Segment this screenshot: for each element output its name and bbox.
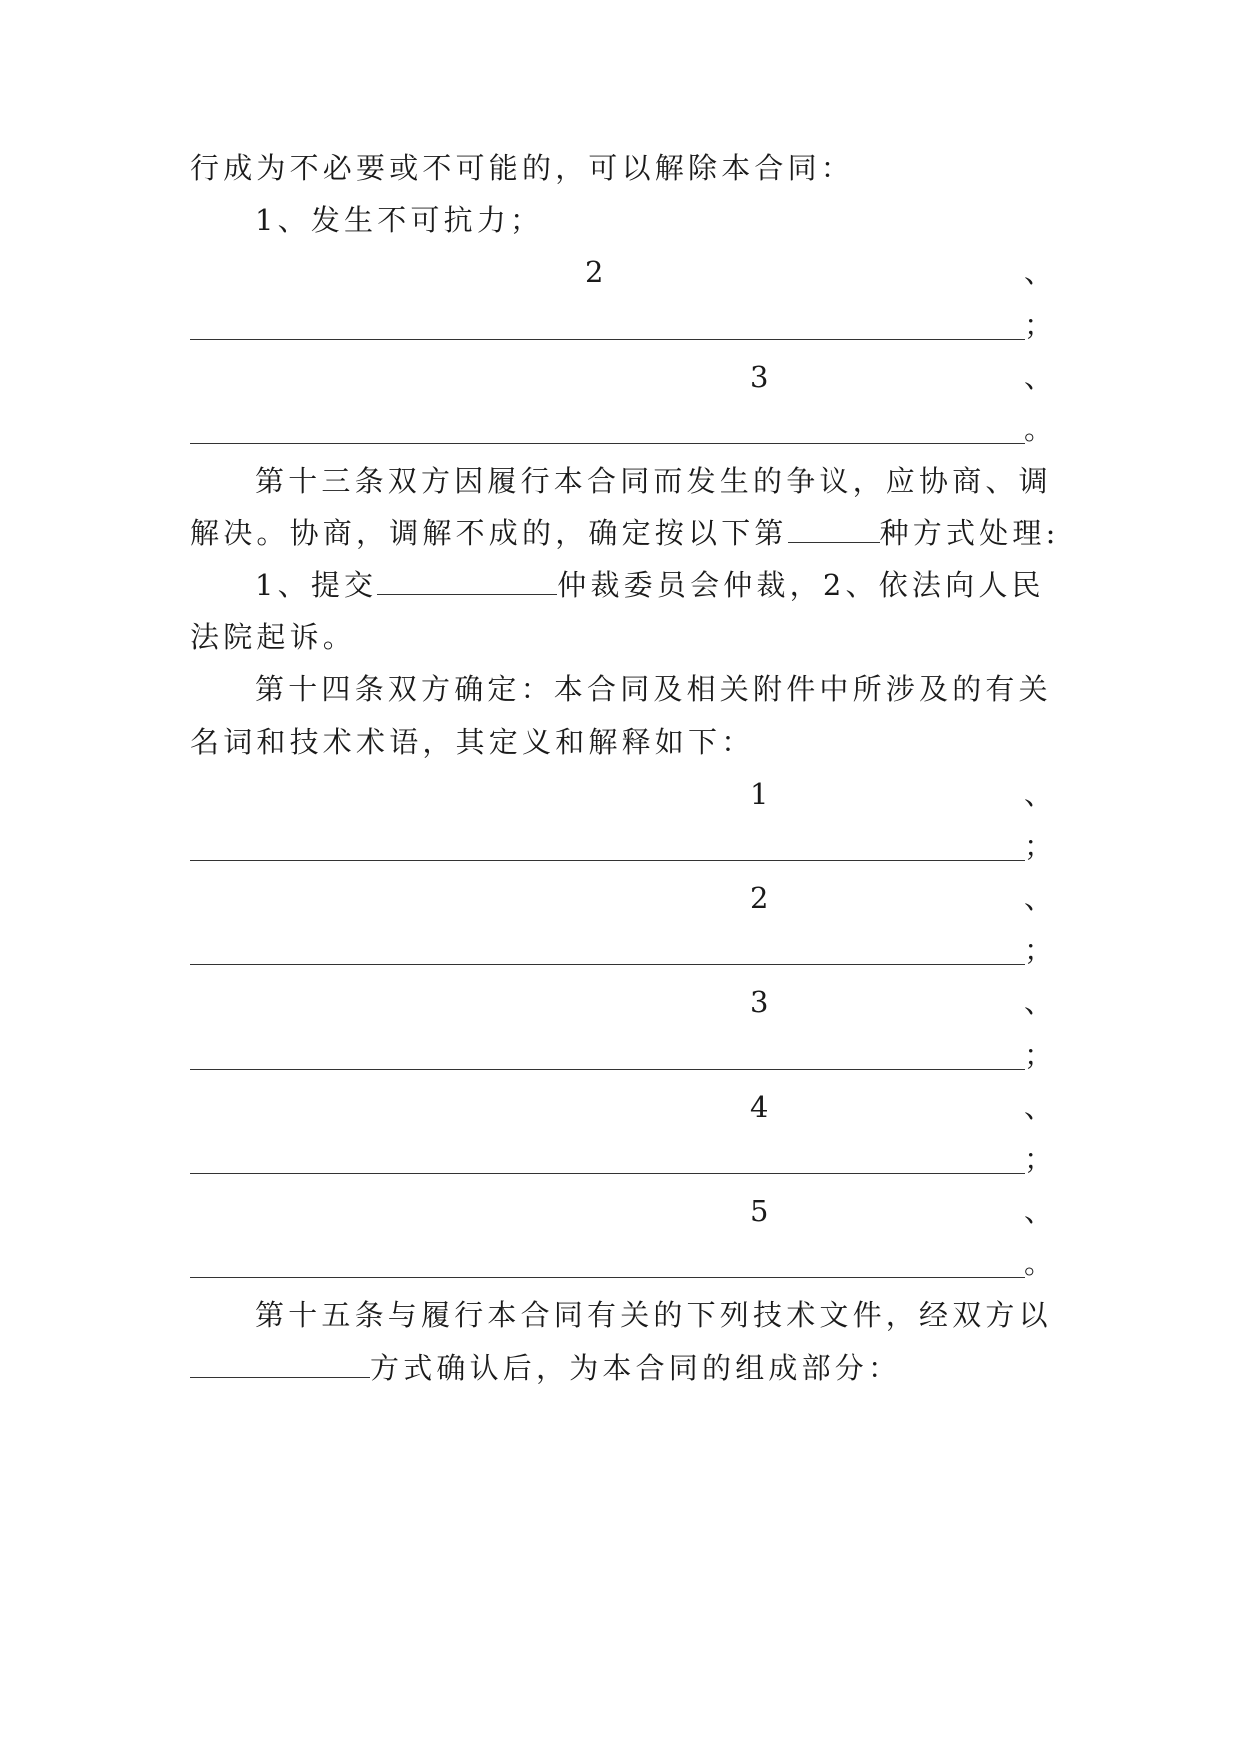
- item-number: 3: [750, 360, 773, 394]
- fill-in-blank[interactable]: [190, 964, 1025, 965]
- text-segment: 1、提交: [255, 568, 378, 602]
- item-number: 4: [750, 1090, 773, 1124]
- fill-in-blank[interactable]: [190, 1339, 370, 1378]
- fill-in-blank[interactable]: [377, 556, 557, 595]
- text-segment: 种方式处理:: [879, 516, 1060, 550]
- enumeration-comma: 、: [1023, 777, 1053, 811]
- enumeration-comma: 、: [1023, 881, 1053, 915]
- blank-line: [190, 1026, 1053, 1084]
- numbered-item: [190, 869, 1053, 927]
- blank-line: [190, 296, 1053, 354]
- enumeration-comma: 、: [1023, 985, 1053, 1019]
- blank-line: [190, 400, 1053, 458]
- line-end-punctuation: ；: [1023, 308, 1053, 342]
- fill-in-blank[interactable]: [190, 1277, 1025, 1278]
- line-end-punctuation: ；: [1023, 829, 1053, 863]
- blank-line: [190, 1234, 1053, 1292]
- numbered-item: [190, 1078, 1053, 1136]
- numbered-item: [190, 765, 1053, 823]
- line-end-punctuation: 。: [1023, 412, 1053, 446]
- line-end-punctuation: 。: [1023, 1246, 1053, 1280]
- item-number: 5: [750, 1194, 773, 1228]
- enumeration-comma: 、: [1023, 1194, 1053, 1228]
- text-segment: 解决。协商，调解不成的，确定按以下第: [190, 516, 788, 550]
- fill-in-blank[interactable]: [788, 504, 880, 543]
- numbered-item: [190, 1182, 1053, 1240]
- enumeration-comma: 、: [1023, 255, 1053, 289]
- item-number: 2: [585, 255, 608, 289]
- enumeration-comma: 、: [1023, 1090, 1053, 1124]
- text-line: 行成为不必要或不可能的，可以解除本合同：: [190, 151, 855, 185]
- text-segment: 仲裁委员会仲裁，2、依法向人民: [557, 568, 1045, 602]
- line-end-punctuation: ；: [1023, 1038, 1053, 1072]
- fill-in-blank[interactable]: [190, 860, 1025, 861]
- article-13-text: 法院起诉。: [190, 620, 357, 654]
- fill-in-blank[interactable]: [190, 1069, 1025, 1070]
- article-14-text: 第十四条双方确定：本合同及相关附件中所涉及的有关: [255, 672, 1052, 706]
- fill-in-blank[interactable]: [190, 443, 1025, 444]
- item-number: 2: [750, 881, 773, 915]
- blank-line: [190, 1130, 1053, 1188]
- fill-in-blank[interactable]: [190, 1173, 1025, 1174]
- text-line: 1、发生不可抗力；: [255, 203, 544, 237]
- blank-line: [190, 921, 1053, 979]
- article-13-text: [190, 504, 1060, 562]
- item-number: 1: [750, 777, 773, 811]
- article-15-text: 第十五条与履行本合同有关的下列技术文件，经双方以: [255, 1298, 1052, 1332]
- numbered-item: [190, 243, 1053, 301]
- article-15-text: [190, 1339, 1053, 1397]
- line-end-punctuation: ；: [1023, 933, 1053, 967]
- article-14-text: 名词和技术术语，其定义和解释如下：: [190, 725, 755, 759]
- fill-in-blank[interactable]: [190, 339, 1025, 340]
- article-13-text: [255, 556, 1053, 614]
- numbered-item: [190, 348, 1053, 406]
- enumeration-comma: 、: [1023, 360, 1053, 394]
- item-number: 3: [750, 985, 773, 1019]
- text-segment: 方式确认后，为本合同的组成部分：: [370, 1351, 902, 1385]
- blank-line: [190, 817, 1053, 875]
- numbered-item: [190, 973, 1053, 1031]
- line-end-punctuation: ；: [1023, 1142, 1053, 1176]
- article-13-text: 第十三条双方因履行本合同而发生的争议，应协商、调: [255, 464, 1052, 498]
